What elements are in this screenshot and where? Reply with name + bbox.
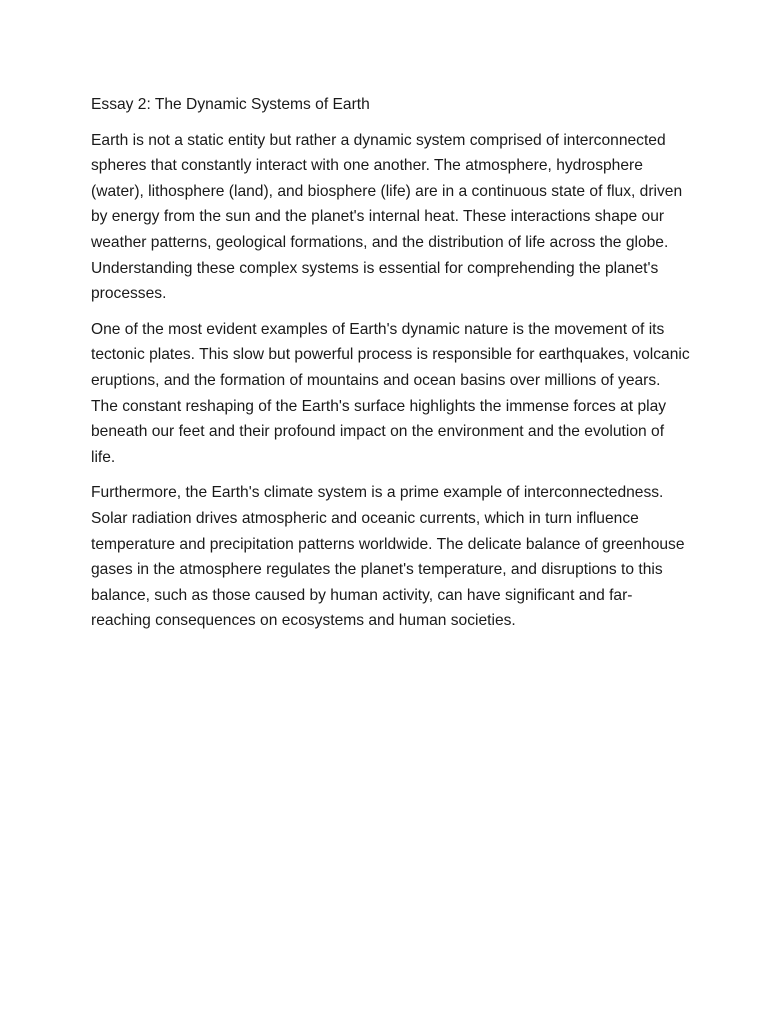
paragraph: One of the most evident examples of Earth's dynamic nature is the movement of its tectonic plates. This slow but powerful process is responsible for earthquakes, volcanic eruptions, and the formation of mountains and ocean basins over millions of years. The constant reshaping of the Earth's surface highlights the immense forces at play beneath our feet and their profound impact on the environment and the evolution of life. [91, 320, 690, 466]
document-body [91, 92, 691, 644]
paragraph: Furthermore, the Earth's climate system is a prime example of interconnectedness. Solar radiation drives atmospheric and oceanic currents, which in turn influence temperature and precipitation patterns worldwide. The delicate balance of greenhouse gases in the atmosphere regulates the planet's temperature, and disruptions to this balance, such as those caused by human activity, can have significant and far-reaching consequences on ecosystems and human societies. [91, 484, 685, 630]
document-title: Essay 2: The Dynamic Systems of Earth [91, 96, 370, 113]
paragraph: Earth is not a static entity but rather a dynamic system comprised of interconnected spheres that constantly interact with one another. The atmosphere, hydrosphere (water), lithosphere (land), and biosphere (life) are in a continuous state of flux, driven by energy from the sun and the planet's internal heat. These interactions shape our weather patterns, geological formations, and the distribution of life across the globe. Understanding these complex systems is essential for comprehending the planet's processes. [91, 131, 683, 303]
